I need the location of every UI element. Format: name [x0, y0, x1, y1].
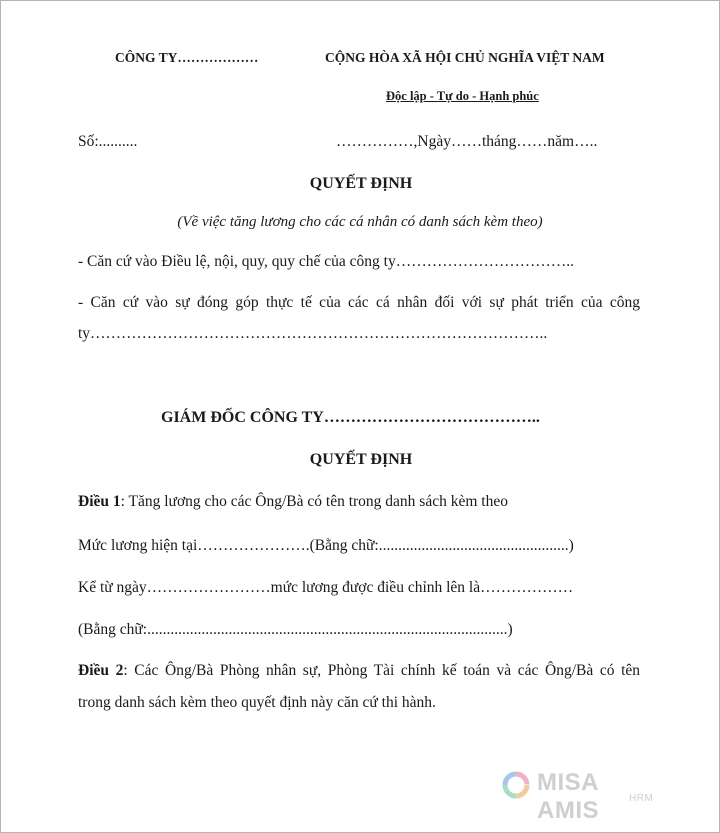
misa-amis-logo — [501, 769, 661, 824]
document-date: ……………,Ngày……tháng……năm….. — [336, 133, 598, 150]
article-2-cont: trong danh sách kèm theo quyết định này căn cứ thi hành. — [78, 694, 436, 711]
article-1-label: Điều 1 — [78, 493, 121, 510]
nation-title: CỘNG HÒA XÃ HỘI CHỦ NGHĨA VIỆT NAM — [325, 50, 605, 65]
basis-charter: - Căn cứ vào Điều lệ, nội, quy, quy chế của công ty…………………………….. — [78, 253, 574, 270]
decision-subject: (Về việc tăng lương cho các cá nhân có danh sách kèm theo) — [177, 214, 543, 230]
article-2-text: : Các Ông/Bà Phòng nhân sự, Phòng Tài chính kế toán và các Ông/Bà có tên — [123, 662, 641, 679]
company-name: CÔNG TY……………… — [115, 50, 259, 65]
director-heading: GIÁM ĐỐC CÔNG TY………………………………….. — [161, 409, 540, 426]
misa-logo-icon — [501, 770, 531, 800]
brand-name: MISA AMIS — [537, 769, 599, 824]
current-salary-line: Mức lương hiện tại………………….(Bằng chữ:.................................................) — [78, 537, 574, 554]
brand-product: HRM — [629, 793, 654, 804]
article-1-text: : Tăng lương cho các Ông/Bà có tên trong danh sách kèm theo — [120, 493, 508, 510]
effective-date-line: Kể từ ngày……………………mức lương được điều chỉnh lên là……………… — [78, 579, 574, 596]
decides-heading: QUYẾT ĐỊNH — [309, 451, 413, 468]
document-number: Số:.......... — [78, 133, 138, 150]
article-2-label: Điều 2 — [78, 662, 124, 679]
salary-in-words-line: (Bằng chữ:.............................................................................................) — [78, 621, 513, 638]
article-2 — [78, 662, 640, 680]
national-motto: Độc lập - Tự do - Hạnh phúc — [386, 89, 539, 103]
article-1 — [78, 493, 508, 511]
basis-contribution: - Căn cứ vào sự đóng góp thực tế của các cá nhân đối với sự phát triển của công — [78, 294, 640, 311]
basis-contribution-cont: ty…………………………………………………………………………….. — [78, 325, 548, 342]
decision-title: QUYẾT ĐỊNH — [309, 175, 413, 192]
